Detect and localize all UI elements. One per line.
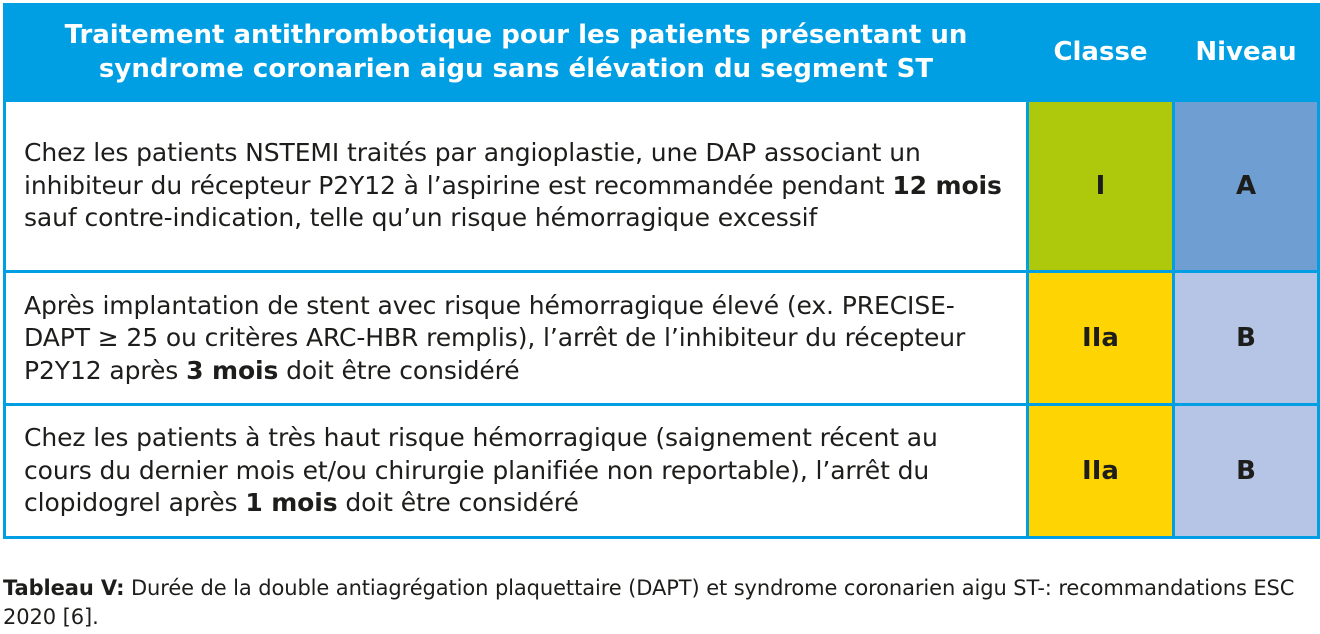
table-row bbox=[5, 405, 1319, 538]
header-class: Classe bbox=[1028, 5, 1174, 101]
table-row bbox=[5, 272, 1319, 405]
class-badge: IIa bbox=[1028, 272, 1174, 405]
recommendation-text: Chez les patients NSTEMI traités par angioplastie, une DAP associant un inhibiteur du récepteur P2Y12 à l’aspirine est recommandée pendant 12 mois sauf contre-indication, telle qu’un risque hémorragique excessif bbox=[5, 100, 1028, 272]
level-badge: A bbox=[1174, 100, 1319, 272]
recommendation-text: Chez les patients à très haut risque hémorragique (saignement récent au cours du dernier mois et/ou chirurgie planifiée non reportable), l’arrêt du clopidogrel après 1 mois doit être considéré bbox=[5, 405, 1028, 538]
header-treatment-title bbox=[5, 5, 1028, 101]
header-level: Niveau bbox=[1174, 5, 1319, 101]
header-title-line1: Traitement antithrombotique pour les patients présentant un bbox=[64, 20, 968, 51]
recommendations-table bbox=[3, 3, 1317, 539]
table-header-row bbox=[5, 5, 1319, 101]
caption-text: Durée de la double antiagrégation plaquettaire (DAPT) et syndrome coronarien aigu ST-: recommandations ESC 2020 [6]. bbox=[3, 576, 1295, 629]
class-badge: I bbox=[1028, 100, 1174, 272]
recommendation-text: Après implantation de stent avec risque hémorragique élevé (ex. PRECISE-DAPT ≥ 25 ou critères ARC-HBR remplis), l’arrêt de l’inhibiteur du récepteur P2Y12 après 3 mois doit être considéré bbox=[5, 272, 1028, 405]
duration-emphasis: 12 mois bbox=[892, 170, 1002, 200]
level-badge: B bbox=[1174, 272, 1319, 405]
header-title-line2: syndrome coronarien aigu sans élévation du segment ST bbox=[98, 54, 934, 85]
table-row bbox=[5, 100, 1319, 272]
table-caption bbox=[3, 574, 1317, 632]
duration-emphasis: 3 mois bbox=[186, 355, 279, 385]
class-badge: IIa bbox=[1028, 405, 1174, 538]
duration-emphasis: 1 mois bbox=[245, 488, 338, 518]
caption-label: Tableau V: bbox=[3, 576, 125, 600]
recommendations-grid bbox=[3, 3, 1320, 539]
level-badge: B bbox=[1174, 405, 1319, 538]
